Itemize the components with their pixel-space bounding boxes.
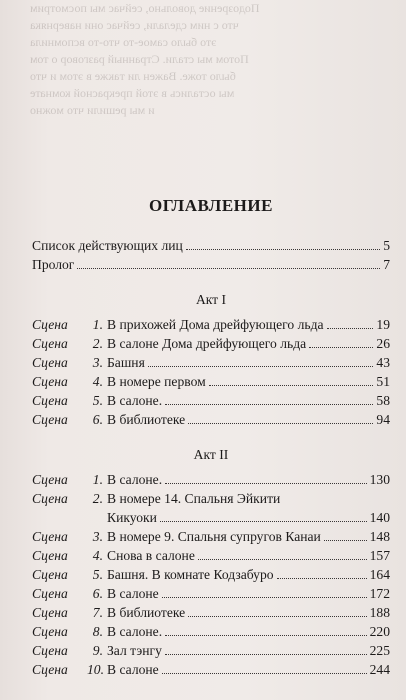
scene-page: 19 <box>376 317 390 332</box>
scene-title: В салоне <box>107 586 159 601</box>
scene-title: В библиотеке <box>107 605 186 620</box>
toc-scene-entry <box>32 584 390 603</box>
leader-dots <box>209 385 374 386</box>
scene-number: 8. <box>92 624 103 639</box>
scene-number: 7. <box>92 605 103 620</box>
scene-title: В салоне <box>107 662 159 677</box>
scene-number: 4. <box>92 374 103 389</box>
scene-word: Сцена <box>32 624 68 639</box>
leader-dots <box>188 616 366 617</box>
leader-dots <box>160 521 367 522</box>
scene-word: Сцена <box>32 548 68 563</box>
scene-number: 5. <box>92 567 103 582</box>
scene-page: 157 <box>369 548 390 563</box>
scene-word: Сцена <box>32 355 68 370</box>
bleed-line: это было самое-то что-то вспомнила <box>30 35 217 49</box>
leader-dots <box>165 483 367 484</box>
scene-number: 5. <box>92 393 103 408</box>
toc-entry-page: 5 <box>383 238 390 253</box>
scene-title: В салоне. <box>107 624 163 639</box>
scene-word: Сцена <box>32 662 68 677</box>
scene-page: 164 <box>369 567 390 582</box>
toc-scene-entry <box>32 334 390 353</box>
scene-word: Сцена <box>32 586 68 601</box>
bleed-line: было тоже. Важен ли также в этом и что <box>30 69 236 83</box>
toc-scene-entry <box>32 641 390 660</box>
table-of-contents <box>32 196 390 679</box>
toc-scene-entry <box>32 489 390 508</box>
toc-scene-entry <box>32 391 390 410</box>
scene-number: 3. <box>92 529 103 544</box>
scene-word: Сцена <box>32 605 68 620</box>
leader-dots <box>198 559 367 560</box>
scene-title: В номере 9. Спальня супругов Канаи <box>107 529 321 544</box>
leader-dots <box>186 249 380 250</box>
act-heading: Акт I <box>195 292 227 307</box>
scene-page: 43 <box>376 355 390 370</box>
toc-scene-entry <box>32 315 390 334</box>
scene-page: 130 <box>369 472 390 487</box>
scene-word: Сцена <box>32 472 68 487</box>
scene-number: 4. <box>92 548 103 563</box>
scene-number: 1. <box>92 472 103 487</box>
toc-entry-label: Список действующих лиц <box>32 238 183 253</box>
scene-number: 2. <box>92 336 103 351</box>
bleed-line: Потом мы стали. Странный разговор о том <box>30 52 249 66</box>
scene-title: В салоне. <box>107 472 163 487</box>
leader-dots <box>162 597 367 598</box>
toc-scene-entry <box>32 410 390 429</box>
toc-entry-label: Пролог <box>32 257 75 272</box>
act-heading: Акт II <box>193 447 229 462</box>
scene-page: 188 <box>369 605 390 620</box>
scene-number: 9. <box>92 643 103 658</box>
toc-title: ОГЛАВЛЕНИЕ <box>149 196 273 215</box>
scene-word: Сцена <box>32 567 68 582</box>
scene-word: Сцена <box>32 317 68 332</box>
toc-scene-entry <box>32 470 390 489</box>
scene-page: 140 <box>369 510 390 525</box>
scene-number: 2. <box>92 491 103 506</box>
toc-scene-entry <box>32 527 390 546</box>
scene-page: 26 <box>376 336 390 351</box>
toc-scene-entry <box>32 622 390 641</box>
scene-page: 148 <box>369 529 390 544</box>
scene-title: Башня <box>107 355 145 370</box>
leader-dots <box>165 635 367 636</box>
scene-page: 220 <box>369 624 390 639</box>
scene-title: В библиотеке <box>107 412 186 427</box>
leader-dots <box>148 366 374 367</box>
toc-entry-prologue <box>32 255 390 274</box>
toc-entry-page: 7 <box>383 257 390 272</box>
bleed-line: что с ним сделали, сейчас они наверняка <box>30 18 239 32</box>
scene-title: Зал тэнгу <box>107 643 162 658</box>
scene-word: Сцена <box>32 412 68 427</box>
scene-title: Башня. В комнате Кодзабуро <box>107 567 274 582</box>
scene-page: 58 <box>376 393 390 408</box>
toc-scene-entry <box>32 603 390 622</box>
toc-scene-entry <box>32 660 390 679</box>
scene-page: 94 <box>376 412 390 427</box>
scene-word: Сцена <box>32 393 68 408</box>
bleed-line: Подозрение довольно, сейчас мы посмотрим <box>30 1 260 15</box>
leader-dots <box>162 673 367 674</box>
toc-scene-entry <box>32 372 390 391</box>
scene-page: 172 <box>369 586 390 601</box>
leader-dots <box>77 268 380 269</box>
leader-dots <box>188 423 373 424</box>
bleed-line: и мы решили что можно <box>30 103 155 117</box>
scene-title: В прихожей Дома дрейфующего льда <box>107 317 324 332</box>
scene-page: 244 <box>369 662 390 677</box>
toc-scene-entry <box>32 353 390 372</box>
scene-word: Сцена <box>32 491 68 506</box>
scene-number: 6. <box>92 412 103 427</box>
toc-scene-entry <box>32 546 390 565</box>
scene-title: В номере первом <box>107 374 206 389</box>
bleed-through-text <box>30 0 400 190</box>
toc-scene-entry-continued <box>32 508 390 527</box>
toc-scene-entry <box>32 565 390 584</box>
leader-dots <box>277 578 367 579</box>
scene-number: 10. <box>87 662 104 677</box>
leader-dots <box>165 404 373 405</box>
scene-number: 3. <box>92 355 103 370</box>
scene-page: 51 <box>376 374 390 389</box>
scene-word: Сцена <box>32 643 68 658</box>
scene-title: В салоне. <box>107 393 163 408</box>
scene-word: Сцена <box>32 336 68 351</box>
scene-word: Сцена <box>32 374 68 389</box>
leader-dots <box>165 654 367 655</box>
scene-number: 1. <box>92 317 103 332</box>
leader-dots <box>327 328 374 329</box>
bleed-line: мы остались в этой прекрасной комнате <box>30 86 235 100</box>
scene-title-continued: Кикуоки <box>107 510 157 525</box>
leader-dots <box>309 347 373 348</box>
scene-title: В номере 14. Спальня Эйкити <box>107 491 281 506</box>
toc-entry-characters <box>32 236 390 255</box>
scene-number: 6. <box>92 586 103 601</box>
leader-dots <box>324 540 367 541</box>
scene-title: В салоне Дома дрейфующего льда <box>107 336 307 351</box>
scene-word: Сцена <box>32 529 68 544</box>
scene-page: 225 <box>369 643 390 658</box>
scene-title: Снова в салоне <box>107 548 195 563</box>
